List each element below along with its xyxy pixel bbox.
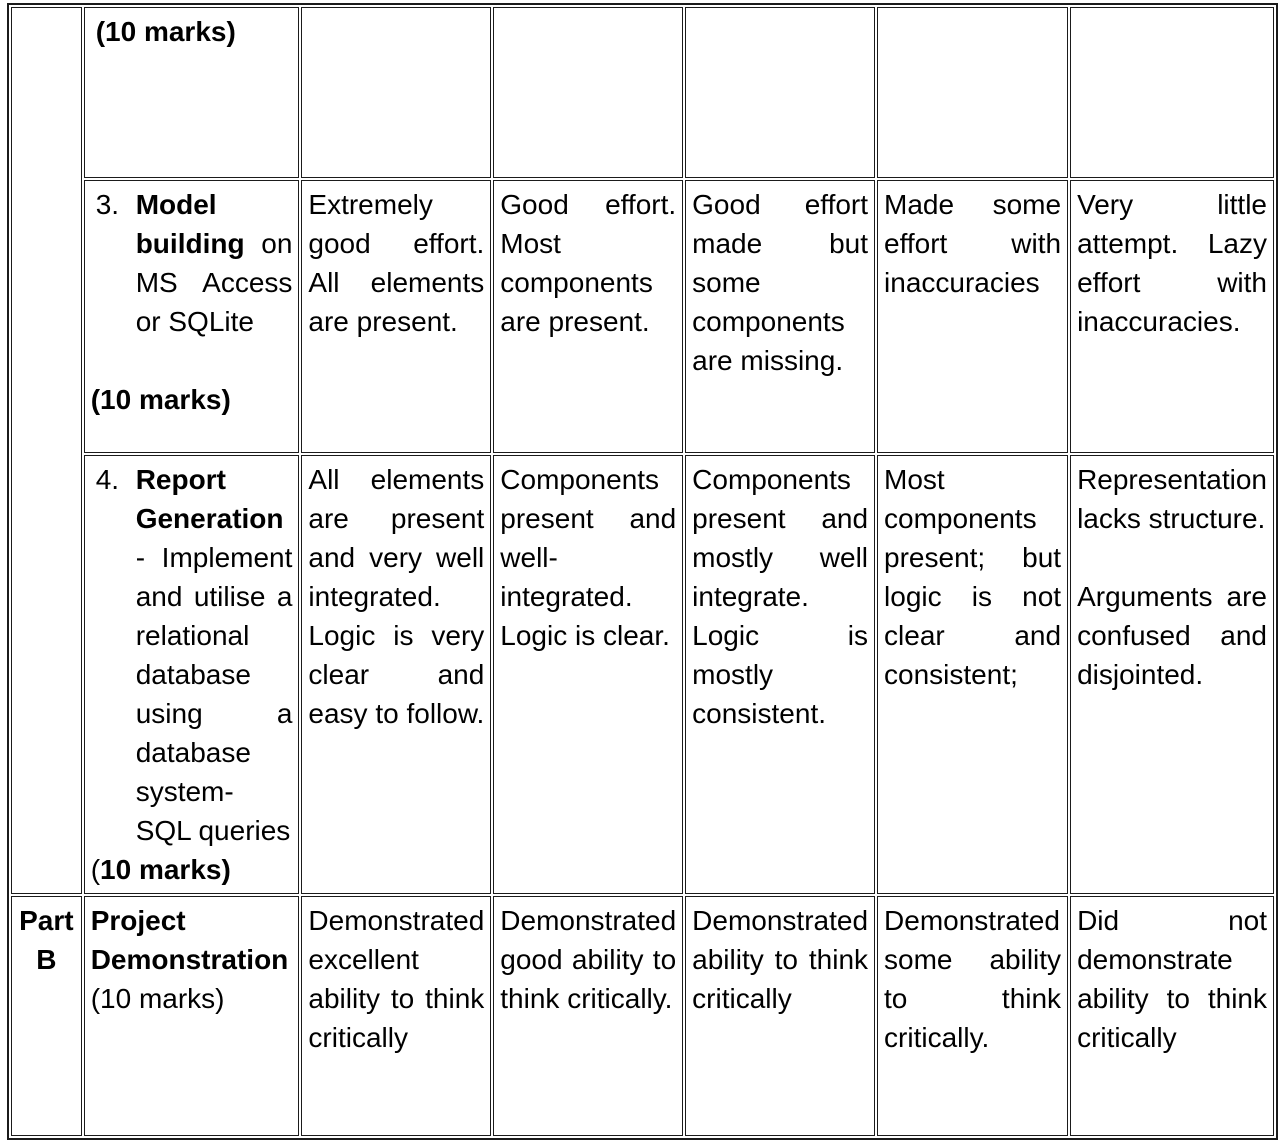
level-2-cell (493, 896, 683, 1136)
criterion-3-cell (84, 180, 300, 453)
marks-label: (10 marks) (95, 16, 236, 47)
marks-bold-text: 10 marks) (100, 854, 231, 885)
level-3-text: Demonstrated ability to think critically (692, 905, 869, 1014)
level-5-paragraph-1: Representation lacks structure. (1077, 464, 1267, 534)
marks-label (91, 850, 293, 889)
rubric-row-project-demonstration (11, 896, 1274, 1136)
criterion-2-marks-cell (84, 7, 300, 178)
list-number: 3. (95, 189, 120, 220)
empty-level-1-cell (301, 7, 491, 178)
level-4-text: Most components present; but logic is not clear and consistent; (884, 464, 1062, 690)
level-2-text: Good effort. Most components are present. (500, 189, 677, 337)
level-3-cell (685, 180, 875, 453)
level-4-text: Demonstrated some ability to think critically. (884, 905, 1062, 1053)
marks-label: (10 marks) (90, 983, 225, 1014)
level-3-text: Components present and mostly well integrate. Logic is mostly consistent. (692, 464, 869, 729)
criterion-4-title: Report Generation (135, 464, 284, 534)
blank-line (1077, 538, 1267, 577)
criterion-3-item (91, 185, 293, 341)
criterion-3-title: Model building (135, 189, 245, 259)
empty-level-4-cell (877, 7, 1068, 178)
rubric-row-model-building (11, 180, 1274, 453)
empty-level-5-cell (1070, 7, 1274, 178)
level-3-text: Good effort made but some components are missing. (692, 189, 869, 376)
rubric-table (7, 3, 1278, 1140)
level-2-text: Components present and well-integrated. Logic is clear. (500, 464, 677, 651)
level-1-text: Demonstrated excellent ability to think critically (308, 905, 485, 1053)
rubric-row-continued (11, 7, 1274, 178)
criterion-4-item (91, 460, 293, 850)
level-5-cell (1070, 180, 1274, 453)
project-demonstration-title: Project Demonstration (90, 905, 289, 975)
criterion-4-detail: - Implement and utilise a relational database using a database system- SQL queries (135, 542, 293, 846)
empty-level-2-cell (493, 7, 683, 178)
level-3-cell (685, 896, 875, 1136)
level-3-cell (685, 455, 875, 894)
empty-level-3-cell (685, 7, 875, 178)
criterion-3-detail: on MS Access or SQLite (135, 228, 293, 337)
level-1-cell (301, 896, 491, 1136)
rubric-row-report-generation (11, 455, 1274, 894)
level-5-text: Did not demonstrate ability to think critically (1077, 905, 1267, 1053)
level-5-cell (1070, 896, 1274, 1136)
marks-paren: ( (90, 854, 101, 885)
level-2-text: Demonstrated good ability to think critically. (500, 905, 677, 1014)
level-4-cell (877, 180, 1068, 453)
list-number: 4. (95, 464, 120, 495)
level-2-cell (493, 180, 683, 453)
part-b-cell: Part B (11, 896, 82, 1136)
level-1-text: Extremely good effort. All elements are present. (308, 189, 485, 337)
marks-label: (10 marks) (90, 384, 231, 415)
level-1-cell (301, 180, 491, 453)
level-5-text: Very little attempt. Lazy effort with inaccuracies. (1077, 189, 1267, 337)
level-2-cell (493, 455, 683, 894)
level-5-paragraph-2: Arguments are confused and disjointed. (1077, 581, 1267, 690)
level-4-cell (877, 455, 1068, 894)
level-5-cell (1070, 455, 1274, 894)
project-demonstration-cell (84, 896, 300, 1136)
level-4-text: Made some effort with inaccuracies (884, 189, 1062, 298)
part-a-column-cell (11, 7, 82, 894)
level-1-text: All elements are present and very well integrated. Logic is very clear and easy to follow. (308, 464, 485, 729)
level-4-cell (877, 896, 1068, 1136)
level-1-cell (301, 455, 491, 894)
criterion-4-cell (84, 455, 300, 894)
